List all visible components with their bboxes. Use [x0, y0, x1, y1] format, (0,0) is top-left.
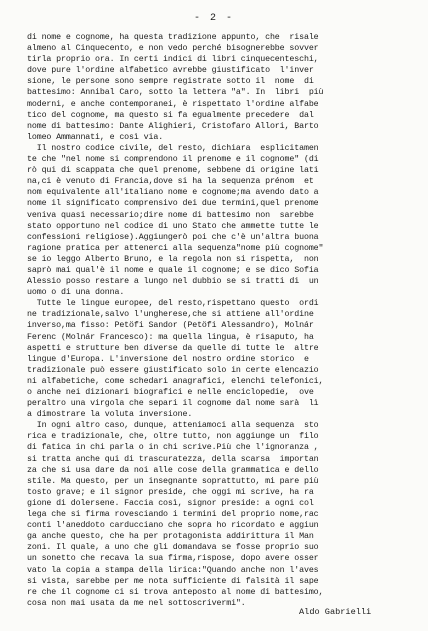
text-line: di nome e cognome, ha questa tradizione appunto, che risale	[27, 33, 319, 42]
text-line: re che il cognome ci si trova anteposto al nome di battesimo,	[27, 587, 324, 597]
text-line: stile. Ma questo, per un insegnante soprattutto, mi pare più	[27, 476, 319, 486]
text-line: ragione pratica per attenerci alla sequenza"nome più cognome"	[27, 243, 324, 253]
body-text	[27, 32, 416, 609]
text-line: confessioni religiose).Aggiungerò poi che c'è un'altra buona	[27, 232, 319, 242]
text-line: un sonetto che recava la sua firma,rispose, dopo avere osser	[27, 554, 319, 564]
text-line: rò qui di scappata che quel prenome, sebbene di origine lati	[27, 166, 319, 176]
text-line: o anche nei dizionari biografici e nelle enciclopedie, ove	[27, 388, 314, 397]
text-line: nome il significato comprensivo dei due termini,quel prenome	[27, 199, 319, 209]
text-line: Alessio posso restare a lungo nel dubbio se si tratti di un	[27, 277, 319, 287]
text-line: uomo o di una donna.	[27, 288, 125, 298]
text-line: lomeo Ammannati, e così via.	[27, 132, 164, 142]
text-line: zoni. Il quale, a uno che gli domandava se fosse proprio suo	[27, 543, 319, 553]
text-line: almeno al Cinquecento, e non vedo perché bisognerebbe sovver	[27, 44, 319, 54]
text-line: stato opportuno nel codice di uno Stato che ammette tutte le	[27, 221, 319, 231]
text-line: a dimostrare la voluta inversione.	[27, 410, 193, 420]
text-line: nome di battesimo: Dante Alighieri, Cristofaro Allori, Barto	[27, 121, 319, 131]
page-number: - 2 -	[193, 13, 234, 24]
text-line: dove pure l'ordine alfabetico avrebbe giustificato l'inver	[27, 66, 314, 76]
text-line: ga anche questo, che ha per protagonista addirittura il Man	[27, 532, 314, 542]
text-line: te che "nel nome si comprendono il prenome e il cognome" (di	[27, 155, 319, 165]
text-line: tico del cognome, ma questo si fa egualmente precedere dal	[27, 110, 314, 120]
text-line: veniva quasi necessario;dire nome di battesimo non sarebbe	[27, 210, 314, 220]
text-line: lega che si firma rovesciando i termini del proprio nome,rac	[27, 510, 319, 520]
text-line: moderni, e anche contemporanei, è rispettato l'ordine alfabe	[27, 99, 319, 109]
text-line: aspetti e strutture ben diverse da quelle di tutte le altre	[27, 343, 319, 353]
text-line: saprò mai qual'è il nome e quale il cognome; e se dico Sofia	[27, 265, 319, 275]
text-line: tirla proprio ora. In certi indici di libri cinquecenteschi,	[27, 55, 319, 65]
text-line: se io leggo Alberto Bruno, e la regola non si rispetta, non	[27, 254, 319, 264]
text-line: ni alfabetiche, come schedari anagrafici, elenchi telefonici,	[27, 376, 324, 386]
text-line: tosto grave; e il signor preside, che oggi mi scrive, ha ra	[27, 487, 314, 497]
text-line: za che si usa dare da noi alle cose della grammatica e dello	[27, 465, 319, 475]
text-line: di fatica in chi parla o in chi scrive.Più che l'ignoranza ,	[27, 443, 319, 453]
text-line: tradizionale può essere giustificato solo in certe elencazio	[27, 365, 319, 375]
text-line: Ferenc (Molnár Francesco): ma quella lingua, è risaputo, ha	[27, 332, 314, 342]
text-line: battesimo: Annibal Caro, sotto la lettera "a". In libri più	[27, 88, 324, 98]
text-line: nom equivalente all'italiano nome e cognome;ma avendo dato a	[27, 188, 319, 198]
text-line: ne tradizionale,salvo l'ungherese,che si attiene all'ordine	[27, 310, 314, 320]
text-line: sione, le persone sono sempre registrate sotto il nome di	[27, 77, 314, 87]
text-line: gione di dolersene. Faccia così, signor preside: a ogni col	[27, 498, 314, 508]
text-line: si vista, sarebbe per me nota sufficiente di falsità il sape	[27, 576, 319, 586]
text-line: In ogni altro caso, dunque, atteniamoci alla sequenza sto	[27, 421, 319, 431]
text-line: peraltro una virgola che separi il cognome dal nome sarà lì	[27, 399, 319, 409]
text-line: lingue d'Europa. L'inversione del nostro ordine storico e	[27, 354, 309, 364]
text-line: Il nostro codice civile, del resto, dichiara esplicitamen	[27, 143, 319, 153]
text-line: si tratta anche qui di trascuratezza, della scarsa importan	[27, 454, 319, 464]
text-line: Tutte le lingue europee, del resto,rispettano questo ordi	[27, 299, 319, 309]
text-line: conti l'aneddoto carducciano che sopra ho ricordato e aggiun	[27, 521, 319, 531]
text-line: na,ci è venuto di Francia,dove si ha la sequenza prénom et	[27, 177, 314, 187]
text-line: vato la copia a stampa della lirica:"Quando anche non l'aves	[27, 565, 319, 575]
text-line: inverso,ma fisso: Petöfi Sandor (Petöfi Alessandro), Molnár	[27, 321, 314, 331]
text-line: rica e tradizionale, che, oltre tutto, non aggiunge un filo	[27, 432, 319, 442]
author-signature: Aldo Gabrielli	[299, 607, 372, 617]
text-line: cosa non mai usata da me nel sottoscrivermi".	[27, 598, 246, 608]
